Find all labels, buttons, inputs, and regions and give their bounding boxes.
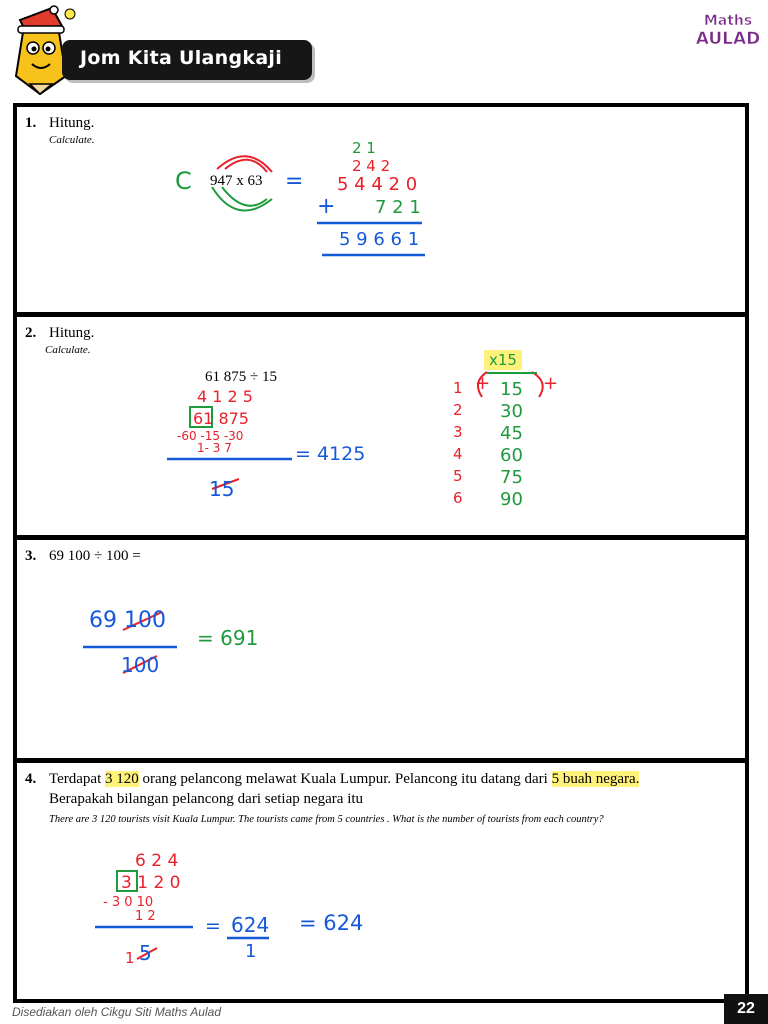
method-label: C [175,167,192,195]
table-value: 60 [500,445,523,466]
carry-row-1: 2 1 [352,139,376,157]
page-number: 22 [724,994,768,1024]
table-value: 30 [500,401,523,422]
partial-product-2: 7 2 1 [375,197,421,218]
footer-credit: Disediakan oleh Cikgu Siti Maths Aulad [12,1005,221,1019]
text-mid: orang pelancong melawat Kuala Lumpur. Pelancong itu datang dari [142,771,548,787]
table-index: 6 [453,489,463,507]
table-value: 45 [500,423,523,444]
plus-sign: + [317,194,336,219]
quotient: 6 2 4 [135,851,179,871]
question-text: 69 100 ÷ 100 = [49,548,141,564]
division-work-lines [17,317,753,543]
remainders: 1- 3 7 [197,441,232,455]
divisor: 5 [139,941,152,965]
question-text: Hitung. [49,115,95,131]
question-3-panel [13,536,749,762]
page-title: Jom Kita Ulangkaji [80,47,283,69]
result: = 624 [299,911,364,935]
question-4-panel [13,759,749,1003]
question-subtext: There are 3 120 tourists visit Kuala Lumpur. The tourists came from 5 countries . What is the number of tourists from each country? [49,814,604,825]
question-number: 3. [25,548,37,564]
table-index: 1 [453,379,463,397]
table-value: 90 [500,489,523,510]
table-index: 4 [453,445,463,463]
partial-product-1: 5 4 4 2 0 [337,174,418,195]
fraction-denominator: 1 [245,941,257,962]
question-number: 2. [25,325,37,341]
divisor-prefix: 1 [125,949,135,967]
result: = 4125 [295,443,366,465]
remainders: 1 2 [135,909,156,924]
question-subtext: Calculate. [45,344,91,356]
fraction-numerator: 624 [231,913,270,937]
table-value: 15 [500,379,523,400]
question-number: 1. [25,115,37,131]
question-subtext: Calculate. [49,134,95,146]
table-title: x15 [489,351,517,369]
expression: 61 875 ÷ 15 [205,369,277,385]
dividend: 3 1 2 0 [121,873,181,893]
question-2-panel [13,313,749,539]
question-1-panel [13,103,749,316]
highlight-countries: 5 buah negara. [551,771,640,787]
subtractions: -60 -15 -30 [177,429,244,443]
table-index: 2 [453,401,463,419]
highlight-tourists: 3 120 [105,771,139,787]
result: = 691 [197,626,259,650]
question-text: Hitung. [49,325,95,341]
table-index: 5 [453,467,463,485]
table-value: 75 [500,467,523,488]
logo-line-aulad: AULAD [695,29,761,48]
question-number: 4. [25,771,37,787]
question-text-line-2: Berapakah bilangan pelancong dari setiap negara itu [49,791,364,807]
table-index: 3 [453,423,463,441]
equals-sign: = [205,915,221,937]
dividend: 61 875 [193,409,249,428]
equals-sign: = [285,169,304,194]
carry-row-2: 2 4 2 [352,157,391,175]
divisor: 15 [209,477,235,501]
table-plus-left: + [475,373,491,394]
text-before: Terdapat [49,771,102,787]
subtractions: - 3 0 10 [103,895,154,910]
maths-aulad-logo [694,10,762,48]
denominator: 100 [121,653,160,677]
expression: 947 x 63 [210,173,263,189]
logo-line-maths: Maths [703,13,753,29]
numerator: 69 100 [89,608,166,633]
answer: 5 9 6 6 1 [339,229,420,250]
quotient: 4 1 2 5 [197,387,253,406]
table-plus-right: + [543,373,559,394]
